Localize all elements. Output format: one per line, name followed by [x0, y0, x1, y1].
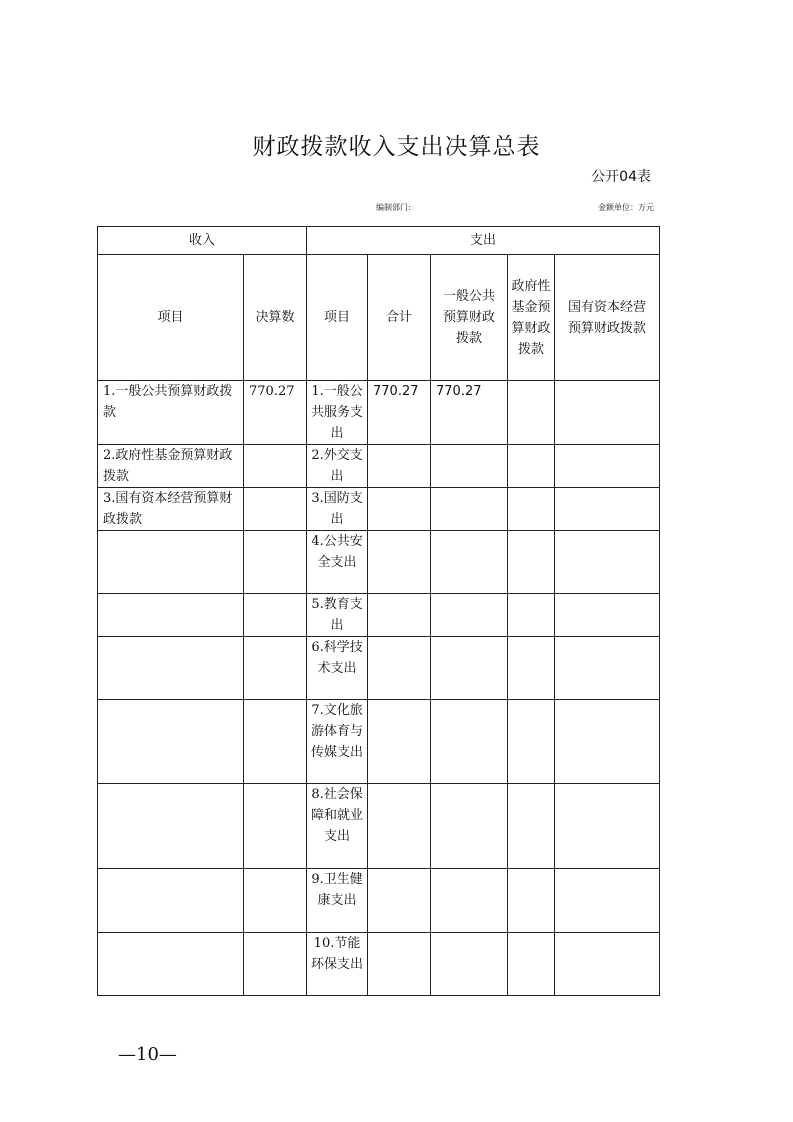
gov-fund-cell	[508, 531, 555, 594]
income-item-cell	[98, 933, 244, 996]
income-amount-header: 决算数	[244, 255, 307, 381]
income-item-cell	[98, 637, 244, 700]
income-item-cell: 1.一般公共预算财政拨款	[98, 381, 244, 445]
expense-item-cell: 9.卫生健康支出	[307, 869, 368, 933]
state-capital-cell	[555, 488, 660, 531]
state-capital-cell	[555, 381, 660, 445]
total-cell	[368, 869, 431, 933]
table-row	[98, 637, 660, 700]
income-item-header: 项目	[98, 255, 244, 381]
income-item-cell	[98, 594, 244, 637]
general-budget-header: 一般公共预算财政拨款	[431, 255, 508, 381]
table-row	[98, 933, 660, 996]
general-budget-cell: 770.27	[431, 381, 508, 445]
expense-item-cell: 1.一般公共服务支出	[307, 381, 368, 445]
total-cell	[368, 700, 431, 784]
expense-item-cell: 10.节能环保支出	[307, 933, 368, 996]
income-item-cell	[98, 531, 244, 594]
state-capital-cell	[555, 594, 660, 637]
total-cell	[368, 445, 431, 488]
income-amount-cell	[244, 933, 307, 996]
income-item-cell	[98, 700, 244, 784]
column-header-row	[98, 255, 660, 381]
state-capital-cell	[555, 869, 660, 933]
department-label: 编制部门:	[376, 203, 411, 212]
income-amount-cell	[244, 784, 307, 869]
gov-fund-header: 政府性基金预算财政拨款	[508, 255, 555, 381]
gov-fund-cell	[508, 700, 555, 784]
general-budget-cell	[431, 784, 508, 869]
general-budget-cell	[431, 488, 508, 531]
gov-fund-cell	[508, 594, 555, 637]
total-cell	[368, 784, 431, 869]
general-budget-cell	[431, 700, 508, 784]
general-budget-cell	[431, 933, 508, 996]
state-capital-cell	[555, 700, 660, 784]
state-capital-header: 国有资本经营预算财政拨款	[555, 255, 660, 381]
gov-fund-cell	[508, 933, 555, 996]
expense-item-cell: 3.国防支出	[307, 488, 368, 531]
total-cell	[368, 933, 431, 996]
expense-item-cell: 6.科学技术支出	[307, 637, 368, 700]
expense-group-header: 支出	[307, 227, 660, 255]
table-row	[98, 531, 660, 594]
total-cell	[368, 594, 431, 637]
gov-fund-cell	[508, 784, 555, 869]
income-amount-cell	[244, 637, 307, 700]
income-group-header: 收入	[98, 227, 307, 255]
income-amount-cell	[244, 531, 307, 594]
expense-item-cell: 5.教育支出	[307, 594, 368, 637]
gov-fund-cell	[508, 637, 555, 700]
page-title: 财政拨款收入支出决算总表	[252, 134, 541, 160]
expense-item-header: 项目	[307, 255, 368, 381]
total-cell: 770.27	[368, 381, 431, 445]
total-cell	[368, 637, 431, 700]
group-header-row	[98, 227, 660, 255]
state-capital-cell	[555, 933, 660, 996]
table-row	[98, 869, 660, 933]
state-capital-cell	[555, 531, 660, 594]
general-budget-cell	[431, 594, 508, 637]
state-capital-cell	[555, 445, 660, 488]
gov-fund-cell	[508, 488, 555, 531]
table-row	[98, 594, 660, 637]
table-row	[98, 700, 660, 784]
income-amount-cell	[244, 700, 307, 784]
table-row	[98, 381, 660, 445]
income-item-cell	[98, 869, 244, 933]
general-budget-cell	[431, 531, 508, 594]
income-amount-cell	[244, 445, 307, 488]
total-cell	[368, 488, 431, 531]
gov-fund-cell	[508, 869, 555, 933]
total-header: 合计	[368, 255, 431, 381]
fiscal-summary-table	[97, 226, 660, 996]
expense-item-cell: 7.文化旅游体育与传媒支出	[307, 700, 368, 784]
expense-item-cell: 4.公共安全支出	[307, 531, 368, 594]
gov-fund-cell	[508, 445, 555, 488]
expense-item-cell: 2.外交支出	[307, 445, 368, 488]
income-amount-cell: 770.27	[244, 381, 307, 445]
general-budget-cell	[431, 869, 508, 933]
form-number: 公开04表	[591, 169, 651, 185]
table-row	[98, 445, 660, 488]
unit-label: 金额单位：万元	[598, 203, 654, 212]
table-row	[98, 488, 660, 531]
total-cell	[368, 531, 431, 594]
page-number: —10—	[118, 1044, 177, 1065]
income-item-cell	[98, 784, 244, 869]
table-row	[98, 784, 660, 869]
state-capital-cell	[555, 637, 660, 700]
income-amount-cell	[244, 869, 307, 933]
income-amount-cell	[244, 594, 307, 637]
state-capital-cell	[555, 784, 660, 869]
income-item-cell: 2.政府性基金预算财政拨款	[98, 445, 244, 488]
income-amount-cell	[244, 488, 307, 531]
income-item-cell: 3.国有资本经营预算财政拨款	[98, 488, 244, 531]
gov-fund-cell	[508, 381, 555, 445]
expense-item-cell: 8.社会保障和就业支出	[307, 784, 368, 869]
general-budget-cell	[431, 637, 508, 700]
general-budget-cell	[431, 445, 508, 488]
